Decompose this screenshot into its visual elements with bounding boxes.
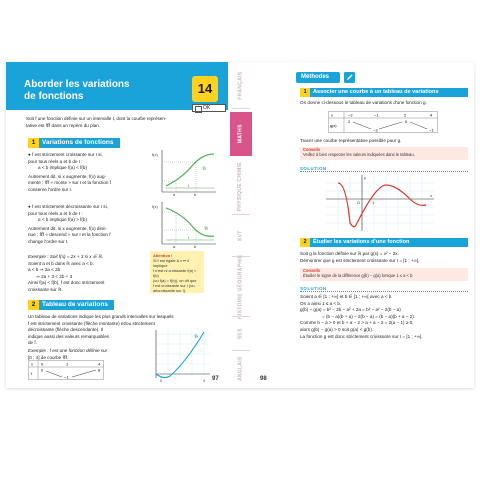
svg-text:𝒞f: 𝒞f bbox=[194, 334, 199, 339]
example-variation-table bbox=[28, 360, 104, 380]
example-1: Exemple : Soit f(x) = 2x + 3 si x ∈ ℝ. Soient a et b dans ℝ avec a < b. a < b ⇒ 2a < 2b ⇒ 2a + 3 < 2b + 3 Ainsi f(a) < f(b), f est donc strictement croissante sur ℝ. bbox=[28, 254, 105, 292]
svg-text:2: 2 bbox=[348, 119, 351, 124]
method-2-header: 2 Étudier les variations d'une fonction bbox=[300, 238, 468, 247]
solution-label-2: SOLUTION bbox=[300, 286, 468, 292]
example-curve-graph bbox=[150, 328, 212, 384]
svg-text:y: y bbox=[364, 175, 366, 180]
method-1-solution-graph bbox=[326, 175, 434, 231]
svg-text:b: b bbox=[194, 244, 197, 248]
section-number: 1 bbox=[28, 138, 39, 148]
svg-text:I: I bbox=[188, 183, 190, 188]
method-1-ask: Tracer une courbe représentative possible pour g. bbox=[300, 138, 402, 143]
svg-text:0: 0 bbox=[41, 361, 44, 367]
variation-table-text: Un tableau de variations indique les plus grands intervalles sur lesquels f est strictement croissante (flèche montante) et/ou strictement décroissante (flèche descendante). Il indique aussi des valeurs remarquables de f. Exemple : f est une fonction définie sur [0 ; 4] de courbe 𝒞f. bbox=[28, 314, 174, 360]
chapter-title: Aborder les variations de fonctions bbox=[24, 79, 130, 102]
svg-text:a: a bbox=[173, 192, 176, 196]
tab-histoire-geographie[interactable]: HISTOIRE GÉOGRAPHIE bbox=[237, 254, 244, 320]
svg-text:𝒞f: 𝒞f bbox=[202, 166, 207, 171]
method-2-question: Soit g la fonction définie sur ℝ par g(x) = x² − 2x. Démontrer que g est strictement croissante sur I = [1 ; +∞[. bbox=[300, 251, 420, 263]
svg-text:8: 8 bbox=[98, 367, 101, 373]
svg-text:a: a bbox=[173, 244, 176, 248]
page-number-right: 98 bbox=[260, 376, 267, 382]
tab-ses[interactable]: SES bbox=[237, 328, 244, 340]
section-1-header: 1 Variations de fonctions bbox=[28, 138, 120, 148]
method-2-solution: Soient a ∈ [1 ; +∞[ et b ∈ [1 ; +∞[ avec a < b. On a ainsi 1 ≤ a < b. g(b) − g(a) = b² − 2b − a² + 2a = b² − a² − 2(b − a) = (b − a)(b + a) − 2(b − a) = (b − a)(b + a − 2). Comme b − a > 0 et b + a − 2 > a + a − 2 = 2(a − 1) ≥ 0, alors g(b) − g(a) > 0 soit g(a) < g(b). La fonction g est donc strictement croissante sur I = [1 ; +∞[. bbox=[300, 294, 423, 339]
tab-maths[interactable]: MATHS bbox=[230, 112, 252, 156]
svg-text:g(x): g(x) bbox=[330, 124, 337, 128]
tab-physique-chimie[interactable]: PHYSIQUE CHIMIE bbox=[237, 162, 244, 212]
svg-text:I: I bbox=[188, 235, 190, 240]
methodes-badge: Méthodes bbox=[296, 72, 340, 83]
ok-checkbox[interactable]: OK bbox=[192, 104, 226, 112]
method-1-question: On donne ci-dessous le tableau de variations d'une fonction g. bbox=[300, 100, 427, 105]
solution-label-1: SOLUTION bbox=[300, 166, 468, 172]
svg-text:0: 0 bbox=[405, 119, 408, 124]
svg-text:−2: −2 bbox=[348, 112, 353, 118]
conseil-box-1: Conseils Veillez à bien respecter les valeurs indiquées dans le tableau. bbox=[300, 147, 468, 160]
subject-tabs bbox=[230, 62, 252, 388]
section-number: 2 bbox=[28, 300, 39, 310]
left-page bbox=[6, 62, 230, 388]
svg-text:1: 1 bbox=[372, 200, 375, 205]
conseil-box-2: Conseils Étudier le signe de la différence g(b) − g(a) lorsque 1 ≤ a < b. bbox=[300, 268, 468, 281]
tab-francais[interactable]: FRANÇAIS bbox=[237, 71, 244, 101]
decreasing-definition: ● f est strictement décroissante sur I si, pour tous réels a et b de I : a < b implique f(a) > f(b) Autrement dit, si x augmente, f(x) dimi- nue ; 𝒞f « descend » sur I et la fonction f change l'ordre sur I. bbox=[28, 204, 111, 244]
method-number: 1 bbox=[300, 88, 310, 97]
attention-box: Attention ! Si f est égale à x ↦ 0 implique f n'est ni croissante f(a) < f(b) (ou f(a) = f(b)), on dit que f est croissante sur I (ou décroissante sur I). bbox=[150, 251, 204, 293]
svg-text:f(x): f(x) bbox=[152, 152, 158, 157]
svg-text:4: 4 bbox=[203, 379, 205, 383]
chapter-header bbox=[6, 62, 228, 110]
tab-anglais[interactable]: ANGLAIS bbox=[237, 356, 244, 382]
svg-text:4: 4 bbox=[98, 361, 101, 367]
pencil-icon bbox=[344, 72, 355, 83]
right-page bbox=[256, 62, 474, 388]
svg-text:f(x): f(x) bbox=[152, 204, 158, 209]
page-number-left: 97 bbox=[212, 376, 219, 382]
svg-text:4: 4 bbox=[430, 112, 433, 118]
increasing-graph bbox=[152, 148, 218, 196]
svg-text:2: 2 bbox=[404, 112, 407, 118]
tab-svt[interactable]: SVT bbox=[237, 230, 244, 242]
intro-text: Soit f une fonction définie sur un intervalle I, dont la courbe représen- tative est 𝒞f dans un repère du plan. bbox=[26, 116, 167, 128]
svg-text:x: x bbox=[430, 193, 432, 198]
svg-text:1: 1 bbox=[66, 361, 69, 367]
svg-text:𝒞f: 𝒞f bbox=[204, 226, 209, 231]
method-1-header: 1 Associer une courbe à un tableau de variations bbox=[300, 88, 468, 97]
decreasing-graph bbox=[152, 200, 218, 248]
chapter-number-badge: 14 bbox=[192, 76, 218, 102]
svg-text:x: x bbox=[31, 361, 33, 367]
method-1-variation-table bbox=[328, 111, 438, 133]
section-2-header: 2 Tableau de variations bbox=[28, 300, 114, 310]
svg-text:x: x bbox=[331, 112, 333, 118]
svg-text:f: f bbox=[31, 371, 33, 376]
svg-text:−1: −1 bbox=[374, 112, 379, 118]
svg-text:b: b bbox=[194, 192, 197, 196]
svg-text:0: 0 bbox=[41, 367, 44, 373]
svg-text:−1: −1 bbox=[429, 127, 434, 133]
svg-text:O: O bbox=[357, 200, 361, 205]
book-spread bbox=[6, 62, 474, 388]
increasing-definition: ● f est strictement croissante sur I si, pour tous réels a et b de I : a < b implique f(a) < f(b) Autrement dit, si x augmente, f(x) aug- mente ; 𝒞f « monte » sur I et la fonction f conserve l'ordre sur I. bbox=[28, 152, 112, 192]
method-number: 2 bbox=[300, 238, 310, 247]
svg-text:−1: −1 bbox=[64, 374, 69, 380]
svg-text:−3: −3 bbox=[373, 127, 378, 133]
svg-text:0: 0 bbox=[160, 379, 162, 383]
